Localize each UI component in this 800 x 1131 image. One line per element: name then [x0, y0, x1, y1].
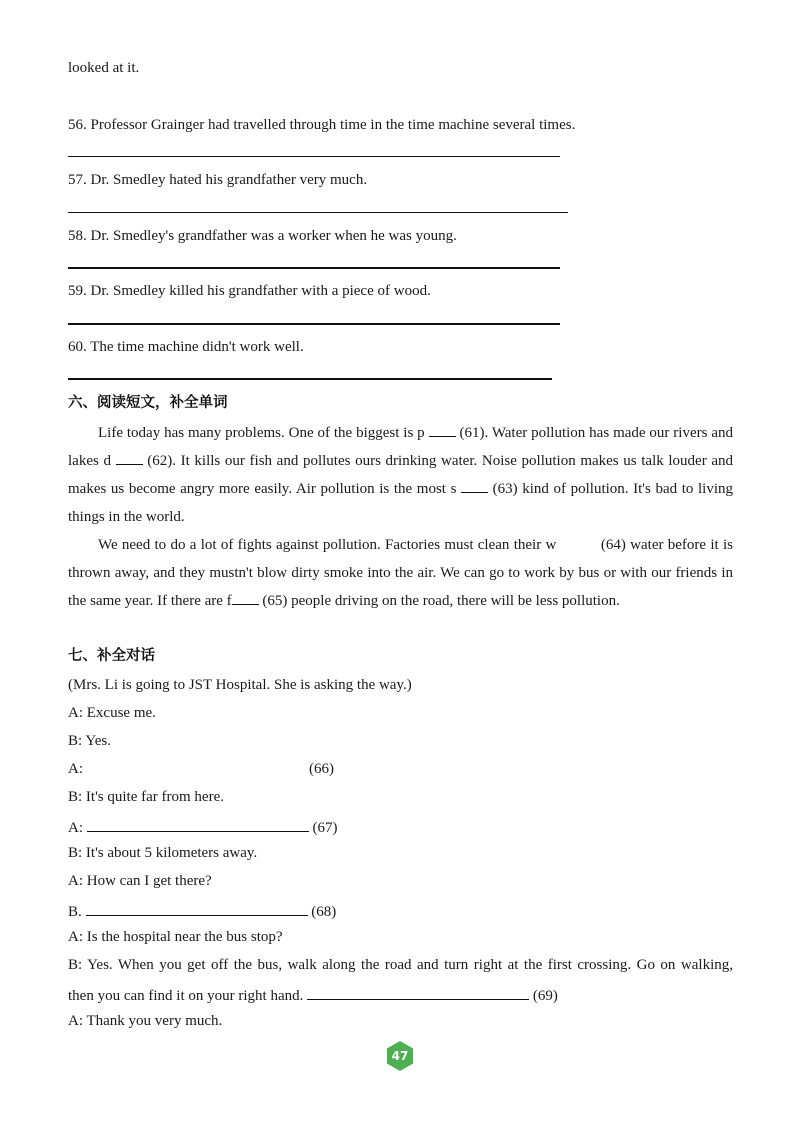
dialogue-line-66: [68, 759, 334, 779]
statement-57: 57. Dr. Smedley hated his grandfather very much.: [68, 172, 368, 188]
passage-section-6: [68, 419, 733, 615]
answer-line-58[interactable]: [68, 267, 560, 269]
passage-text: We need to do a lot of fights against pollution. Factories must clean their w: [98, 537, 557, 553]
dialogue-line-69: [68, 983, 558, 1006]
statement-60: 60. The time machine didn't work well.: [68, 339, 304, 355]
dialogue-line-6: B: It's about 5 kilometers away.: [68, 845, 258, 861]
continued-text: looked at it.: [68, 60, 140, 76]
blank-63[interactable]: [461, 478, 488, 493]
question-number: (66): [309, 761, 334, 777]
blank-68[interactable]: [86, 899, 308, 916]
passage-text: Life today has many problems. One of the biggest is p: [98, 425, 425, 441]
blank-67[interactable]: [87, 815, 309, 832]
answer-line-56[interactable]: [68, 156, 560, 157]
speaker: A:: [68, 761, 83, 777]
passage-text: (62). It kills our fish and pollutes ours drinking water. Noise pollution makes us talk louder and makes us become angry more easily. Air pollution is the most s: [68, 453, 733, 497]
blank-61[interactable]: [429, 422, 456, 437]
dialogue-line-9: A: Is the hospital near the bus stop?: [68, 929, 283, 945]
dialogue-intro: (Mrs. Li is going to JST Hospital. She is asking the way.): [68, 677, 412, 693]
passage-text: (65) people driving on the road, there will be less pollution.: [258, 593, 620, 609]
passage-text: (61). Water pollution has made our rivers and lakes d: [68, 425, 734, 469]
dialogue-line-10: B: Yes. When you get off the bus, walk along the road and turn right at the first crossing. Go on walking,: [68, 957, 733, 973]
passage-paragraph-2: [68, 531, 733, 615]
dialogue-text: then you can find it on your right hand.: [68, 988, 304, 1004]
dialogue-line-67: [68, 815, 338, 838]
answer-line-59[interactable]: [68, 323, 560, 325]
dialogue-line-68: [68, 899, 336, 922]
blank-69[interactable]: [307, 983, 529, 1000]
page-number: 47: [391, 1049, 409, 1063]
question-number: (67): [312, 820, 338, 836]
passage-paragraph-1: [68, 419, 733, 531]
question-number: (68): [311, 904, 337, 920]
answer-line-60[interactable]: [68, 378, 552, 380]
passage-text: (63) kind of pollution. It's bad to living things in the world.: [68, 481, 734, 525]
statement-59: 59. Dr. Smedley killed his grandfather with a piece of wood.: [68, 283, 431, 299]
statement-56: 56. Professor Grainger had travelled through time in the time machine several times.: [68, 117, 576, 133]
answer-line-57[interactable]: [68, 212, 568, 213]
blank-62[interactable]: [116, 450, 143, 465]
blank-64[interactable]: [561, 535, 597, 549]
dialogue-line-2: B: Yes.: [68, 733, 111, 749]
dialogue-line-4: B: It's quite far from here.: [68, 789, 224, 805]
section-6-heading: 六、阅读短文，补全单词: [68, 395, 228, 411]
passage-text: (64) water before it is thrown away, and they mustn't blow dirty smoke into the air. We can go to work by bus or with our friends in the same year. If there are f: [68, 537, 733, 609]
speaker: B.: [68, 904, 82, 920]
dialogue-line-7: A: How can I get there?: [68, 873, 212, 889]
question-number: (69): [532, 988, 558, 1004]
statement-58: 58. Dr. Smedley's grandfather was a worker when he was young.: [68, 228, 457, 244]
dialogue-line-1: A: Excuse me.: [68, 705, 156, 721]
page-number-badge: [384, 1040, 416, 1072]
section-7-heading: 七、补全对话: [68, 648, 155, 664]
speaker: A:: [68, 820, 83, 836]
dialogue-line-12: A: Thank you very much.: [68, 1013, 223, 1029]
blank-65[interactable]: [232, 590, 259, 605]
